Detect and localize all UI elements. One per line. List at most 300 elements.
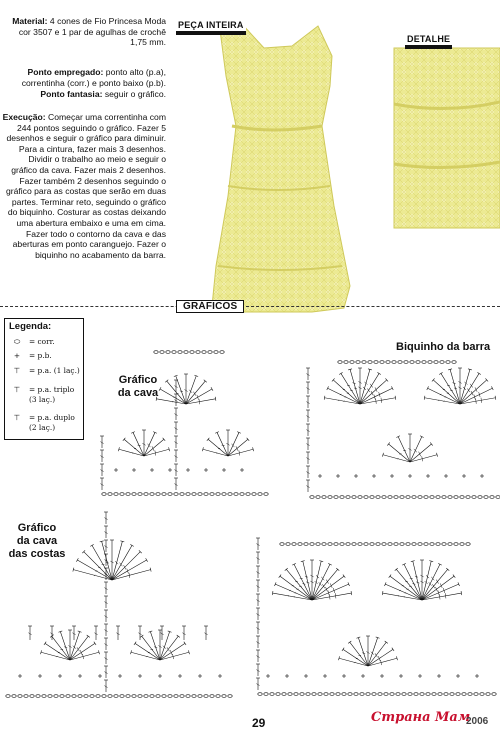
chain-stitch-mark xyxy=(306,693,310,696)
chain-stitch-mark xyxy=(370,496,374,499)
chain-stitch-mark xyxy=(186,493,190,496)
chain-stitch-mark xyxy=(388,543,392,546)
crochet-stitch-mark xyxy=(133,432,144,456)
chain-stitch-mark xyxy=(416,361,420,364)
chain-stitch-mark xyxy=(484,496,488,499)
chain-stitch-mark xyxy=(422,361,426,364)
crochet-stitch-mark xyxy=(410,437,422,462)
stitch-top-bar xyxy=(461,591,462,595)
crochet-stitch-mark xyxy=(312,593,351,600)
stitch-yarnover-bar xyxy=(199,399,200,404)
chain-stitch-mark xyxy=(60,695,64,698)
crochet-stitch-mark xyxy=(360,380,387,404)
chain-stitch-mark xyxy=(96,695,100,698)
stitch-yarnover-bar xyxy=(414,449,417,452)
crochet-stitch-mark xyxy=(176,376,186,404)
chain-stitch-mark xyxy=(202,351,206,354)
chain-stitch-mark xyxy=(282,693,286,696)
chain-stitch-mark xyxy=(132,695,136,698)
chain-stitch-mark xyxy=(178,351,182,354)
stitch-yarnover-bar xyxy=(410,578,413,579)
stitch-yarnover-bar xyxy=(321,577,324,580)
chart-title-biquinho: Biquinho da barra xyxy=(396,341,500,354)
chain-stitch-mark xyxy=(322,496,326,499)
chain-stitch-mark xyxy=(126,695,130,698)
chain-stitch-mark xyxy=(12,695,16,698)
stitch-top-bar xyxy=(279,575,281,578)
divider-line xyxy=(0,306,500,307)
stitch-yarnover-bar xyxy=(147,444,150,447)
chain-stitch-mark xyxy=(132,493,136,496)
chain-stitch-mark xyxy=(144,695,148,698)
chain-stitch-mark xyxy=(424,496,428,499)
chain-stitch-mark xyxy=(292,543,296,546)
chain-stitch-mark xyxy=(354,693,358,696)
stitch-yarnover-bar xyxy=(170,650,172,655)
chain-stitch-mark xyxy=(376,496,380,499)
stitch-top-bar xyxy=(76,558,78,561)
chain-stitch-mark xyxy=(388,496,392,499)
chain-stitch-mark xyxy=(432,693,436,696)
chain-stitch-mark xyxy=(162,493,166,496)
crochet-stitch-mark xyxy=(70,632,80,660)
stitch-yarnover-bar xyxy=(375,387,377,391)
stitch-top-bar xyxy=(130,544,133,546)
chain-stitch-mark xyxy=(450,693,454,696)
stitch-yarnover-bar xyxy=(476,399,477,404)
chain-stitch-mark xyxy=(166,351,170,354)
chain-stitch-mark xyxy=(446,361,450,364)
stitch-yarnover-bar xyxy=(344,401,345,402)
crochet-stitch-mark xyxy=(160,632,170,660)
stitch-yarnover-bar xyxy=(371,391,373,395)
ponto-fantasia-label: Ponto fantasia: xyxy=(40,89,102,99)
chain-stitch-mark xyxy=(350,361,354,364)
stitch-yarnover-bar xyxy=(439,594,440,599)
stitch-yarnover-bar xyxy=(435,587,437,592)
stitch-top-bar xyxy=(424,396,425,400)
crochet-stitch-mark xyxy=(398,437,410,462)
chain-stitch-mark xyxy=(168,493,172,496)
chain-stitch-mark xyxy=(120,493,124,496)
chain-stitch-mark xyxy=(362,361,366,364)
crochet-stitch-mark xyxy=(160,643,185,660)
chain-stitch-mark xyxy=(400,543,404,546)
chain-stitch-mark xyxy=(264,693,268,696)
chain-stitch-mark xyxy=(492,693,496,696)
chain-stitch-mark xyxy=(478,496,482,499)
stitch-top-bar xyxy=(495,396,496,400)
stitch-yarnover-bar xyxy=(152,446,154,450)
stitch-yarnover-bar xyxy=(429,582,432,585)
chain-stitch-mark xyxy=(286,543,290,546)
crochet-stitch-mark xyxy=(186,376,196,404)
stitch-top-bar xyxy=(389,575,391,578)
chain-stitch-mark xyxy=(138,493,142,496)
chain-stitch-mark xyxy=(288,693,292,696)
triple-crochet-icon: ⊤ xyxy=(11,385,23,394)
chain-stitch-mark xyxy=(276,693,280,696)
chain-stitch-mark xyxy=(344,361,348,364)
crochet-stitch-mark xyxy=(460,380,487,404)
chain-stitch-mark xyxy=(214,351,218,354)
chain-stitch-mark xyxy=(216,695,220,698)
stitch-yarnover-bar xyxy=(419,452,421,456)
chain-stitch-mark xyxy=(196,351,200,354)
stitch-yarnover-bar xyxy=(163,646,166,649)
crochet-stitch-mark xyxy=(70,652,99,660)
chain-stitch-mark xyxy=(340,543,344,546)
chain-stitch-mark xyxy=(392,361,396,364)
stitch-yarnover-bar xyxy=(471,391,473,395)
chain-stitch-mark xyxy=(352,496,356,499)
crochet-stitch-mark xyxy=(70,643,95,660)
stitch-yarnover-bar xyxy=(398,595,399,596)
chain-stitch-mark xyxy=(360,693,364,696)
stitch-top-bar xyxy=(324,396,325,400)
chain-stitch-mark xyxy=(334,543,338,546)
plus-single-crochet-icon: + xyxy=(11,351,23,360)
chain-stitch-mark xyxy=(342,693,346,696)
chain-stitch-mark xyxy=(480,693,484,696)
stitch-yarnover-bar xyxy=(403,450,406,451)
stitch-top-bar xyxy=(377,372,380,374)
chain-stitch-mark xyxy=(160,351,164,354)
chain-stitch-mark xyxy=(258,693,262,696)
stitch-yarnover-bar xyxy=(404,596,405,597)
chain-stitch-mark xyxy=(156,493,160,496)
chain-stitch-mark xyxy=(228,493,232,496)
stitch-top-bar xyxy=(342,648,344,651)
chain-stitch-mark xyxy=(406,496,410,499)
crochet-stitch-mark xyxy=(360,369,370,404)
stitch-top-bar xyxy=(343,575,345,578)
chain-stitch-mark xyxy=(316,543,320,546)
chain-stitch-mark xyxy=(108,493,112,496)
stitch-yarnover-bar xyxy=(376,399,377,404)
chain-stitch-mark xyxy=(396,693,400,696)
crochet-stitch-mark xyxy=(368,658,397,666)
chain-stitch-mark xyxy=(366,693,370,696)
crochet-stitch-mark xyxy=(325,398,360,404)
stitch-yarnover-bar xyxy=(319,582,322,585)
stitch-top-bar xyxy=(44,642,46,645)
chain-stitch-mark xyxy=(438,693,442,696)
chain-stitch-mark xyxy=(246,493,250,496)
crochet-stitch-mark xyxy=(186,381,205,404)
chain-stitch-mark xyxy=(444,693,448,696)
chain-stitch-mark xyxy=(324,693,328,696)
crochet-stitch-mark xyxy=(343,649,368,666)
chain-stitch-mark xyxy=(18,695,22,698)
chain-stitch-mark xyxy=(448,543,452,546)
chain-stitch-mark xyxy=(186,695,190,698)
chain-stitch-mark xyxy=(30,695,34,698)
chain-stitch-mark xyxy=(298,543,302,546)
chain-stitch-mark xyxy=(420,693,424,696)
crochet-stitch-mark xyxy=(112,570,151,580)
chain-stitch-mark xyxy=(208,351,212,354)
chain-stitch-mark xyxy=(358,496,362,499)
stitch-top-bar xyxy=(395,396,396,400)
stitch-yarnover-bar xyxy=(294,596,295,597)
dress-photo xyxy=(172,16,392,316)
crochet-stitch-mark xyxy=(360,398,395,404)
stitch-top-bar xyxy=(177,635,180,637)
stitch-yarnover-bar xyxy=(335,593,336,598)
stitch-top-bar xyxy=(134,642,136,645)
stitch-top-bar xyxy=(272,591,273,595)
chain-stitch-mark xyxy=(192,493,196,496)
chain-stitch-mark xyxy=(426,693,430,696)
stitch-yarnover-bar xyxy=(288,595,289,596)
chart-title-costas: Gráfico da cava das costas xyxy=(2,522,72,561)
chain-stitch-mark xyxy=(394,543,398,546)
chain-stitch-mark xyxy=(258,493,262,496)
stitch-yarnover-bar xyxy=(124,565,126,569)
stitch-yarnover-bar xyxy=(444,401,445,402)
chain-stitch-mark xyxy=(300,693,304,696)
chain-stitch-mark xyxy=(180,695,184,698)
chain-stitch-mark xyxy=(368,361,372,364)
crochet-stitch-mark xyxy=(135,643,160,660)
stitch-top-bar xyxy=(146,558,148,561)
chain-stitch-mark xyxy=(374,361,378,364)
chain-stitch-mark xyxy=(430,496,434,499)
chain-stitch-mark xyxy=(48,695,52,698)
stitch-top-bar xyxy=(140,635,143,637)
chain-stitch-mark xyxy=(180,493,184,496)
stitch-yarnover-bar xyxy=(236,446,238,450)
stitch-top-bar xyxy=(351,591,352,595)
chain-stitch-mark xyxy=(198,493,202,496)
stitch-yarnover-bar xyxy=(475,387,477,391)
chain-stitch-mark xyxy=(452,361,456,364)
chain-stitch-mark xyxy=(328,496,332,499)
stitch-top-bar xyxy=(87,635,90,637)
stitch-yarnover-bar xyxy=(222,445,225,446)
crochet-stitch-mark xyxy=(228,432,239,456)
crochet-diagram-costas xyxy=(0,510,250,702)
chain-stitch-mark xyxy=(114,695,118,698)
stitch-yarnover-bar xyxy=(378,656,380,661)
stitch-top-bar xyxy=(184,642,186,645)
chain-stitch-mark xyxy=(318,693,322,696)
chain-stitch-mark xyxy=(204,695,208,698)
chain-stitch-mark xyxy=(190,351,194,354)
chain-stitch-mark xyxy=(378,693,382,696)
stitch-yarnover-bar xyxy=(481,398,482,403)
crochet-stitch-mark xyxy=(144,432,155,456)
chain-stitch-mark xyxy=(144,493,148,496)
stitch-yarnover-bar xyxy=(412,584,415,585)
chain-stitch-mark xyxy=(174,695,178,698)
chain-stitch-mark xyxy=(414,693,418,696)
chain-stitch-mark xyxy=(490,496,494,499)
chain-stitch-mark xyxy=(358,543,362,546)
stitch-yarnover-bar xyxy=(80,650,82,655)
chain-stitch-mark xyxy=(398,361,402,364)
chain-stitch-mark xyxy=(434,361,438,364)
crochet-diagram-cava xyxy=(96,344,276,500)
chain-stitch-mark xyxy=(172,351,176,354)
stitch-top-bar xyxy=(382,591,383,595)
crochet-stitch-mark xyxy=(273,593,312,600)
legend-box: Legenda: ⬭ = corr. + = p.b. ⊤ = p.a. (1 laç.) ⊤ = p.a. triplo (3 laç.) ⊤ = p.a. duplo (2 laç.) xyxy=(4,318,84,440)
crochet-stitch-mark xyxy=(217,432,228,456)
chain-stitch-mark xyxy=(430,543,434,546)
chain-stitch-mark xyxy=(216,493,220,496)
stitch-yarnover-bar xyxy=(338,400,339,401)
stitch-top-bar xyxy=(215,397,216,401)
crochet-stitch-mark xyxy=(52,636,70,660)
chain-stitch-mark xyxy=(154,351,158,354)
section-title: GRÁFICOS xyxy=(176,300,244,313)
chain-stitch-mark xyxy=(442,543,446,546)
crochet-stitch-mark xyxy=(70,636,88,660)
chain-stitch-mark xyxy=(406,543,410,546)
chain-stitch-mark xyxy=(84,695,88,698)
chain-stitch-mark xyxy=(372,693,376,696)
chain-stitch-mark xyxy=(428,361,432,364)
chain-stitch-mark xyxy=(460,543,464,546)
corner-year: 2006 xyxy=(466,716,488,727)
stitch-yarnover-bar xyxy=(431,577,434,580)
chain-stitch-mark xyxy=(348,693,352,696)
stitch-yarnover-bar xyxy=(381,398,382,403)
chain-stitch-mark xyxy=(162,695,166,698)
chain-stitch-mark xyxy=(222,695,226,698)
chain-stitch-mark xyxy=(336,693,340,696)
chain-stitch-mark xyxy=(410,361,414,364)
chain-stitch-mark xyxy=(340,496,344,499)
chain-stitch-mark xyxy=(120,695,124,698)
chain-stitch-mark xyxy=(466,496,470,499)
oval-chain-icon: ⬭ xyxy=(11,337,23,346)
legend-title: Legenda: xyxy=(9,321,51,332)
stitch-yarnover-bar xyxy=(445,593,446,598)
crochet-stitch-mark xyxy=(368,642,386,666)
chain-stitch-mark xyxy=(6,695,10,698)
stitch-top-bar xyxy=(211,387,213,390)
stitch-yarnover-bar xyxy=(73,646,76,649)
stitch-yarnover-bar xyxy=(325,587,327,592)
execucao-label: Execução: xyxy=(3,112,46,122)
chart-title-cava: Gráfico da cava xyxy=(108,374,168,400)
chain-stitch-mark xyxy=(418,543,422,546)
chain-stitch-mark xyxy=(210,695,214,698)
stitch-yarnover-bar xyxy=(302,584,305,585)
chain-stitch-mark xyxy=(204,493,208,496)
chain-stitch-mark xyxy=(310,496,314,499)
crochet-stitch-mark xyxy=(142,636,160,660)
chain-stitch-mark xyxy=(436,496,440,499)
ponto-fantasia-paragraph xyxy=(2,89,166,100)
execucao-text: Começar uma correntinha com 244 pontos seguindo o gráfico. Fazer 5 desenhos e seguir o gráfico para diminuir. Para a cintura, fazer mais 3 desenhos. Dividir o trabalho ao meio e seguir o gráfico da cava. Fazer mais 2 desenhos. Fazer também 2 desenhos seguindo o gráfico para as costas que serão em duas partes. Terminar reto, seguindo o gráfico do biquinho. Costurar as costas deixando uma abertura embaixo e uma em cima. Fazer todo o contorno da cava e das aberturas em ponto caranguejo. Fazer o biquinho no acabamento da barra. xyxy=(6,112,166,260)
chain-stitch-mark xyxy=(382,543,386,546)
chain-stitch-mark xyxy=(90,695,94,698)
chain-stitch-mark xyxy=(192,695,196,698)
stitch-top-bar xyxy=(439,372,442,374)
chain-stitch-mark xyxy=(386,361,390,364)
chain-stitch-mark xyxy=(78,695,82,698)
execucao-paragraph xyxy=(2,112,166,260)
chain-stitch-mark xyxy=(352,543,356,546)
stitch-yarnover-bar xyxy=(330,583,332,588)
chain-stitch-mark xyxy=(156,695,160,698)
stitch-yarnover-bar xyxy=(329,594,330,599)
stitch-yarnover-bar xyxy=(231,444,234,447)
chain-stitch-mark xyxy=(310,543,314,546)
chain-stitch-mark xyxy=(454,496,458,499)
chain-stitch-mark xyxy=(264,493,268,496)
crochet-diagram-biquinho xyxy=(300,352,500,502)
stitch-top-bar xyxy=(94,642,96,645)
chain-stitch-mark xyxy=(418,496,422,499)
chain-stitch-mark xyxy=(220,351,224,354)
crochet-stitch-mark xyxy=(460,369,470,404)
stitch-yarnover-bar xyxy=(371,652,374,655)
chain-stitch-mark xyxy=(168,695,172,698)
chain-stitch-mark xyxy=(150,493,154,496)
stitch-top-bar xyxy=(348,641,351,643)
chain-stitch-mark xyxy=(294,693,298,696)
crochet-stitch-mark xyxy=(45,643,70,660)
chain-stitch-mark xyxy=(460,496,464,499)
crochet-stitch-mark xyxy=(131,652,160,660)
chain-stitch-mark xyxy=(424,543,428,546)
chain-stitch-mark xyxy=(322,543,326,546)
stitch-yarnover-bar xyxy=(172,401,173,402)
crochet-stitch-mark xyxy=(160,652,189,660)
crochet-stitch-mark xyxy=(339,658,368,666)
chain-stitch-mark xyxy=(454,543,458,546)
chain-stitch-mark xyxy=(114,493,118,496)
crochet-stitch-mark xyxy=(433,380,460,404)
stitch-yarnover-bar xyxy=(189,390,192,393)
chain-stitch-mark xyxy=(252,493,256,496)
chain-stitch-mark xyxy=(126,493,130,496)
stitch-yarnover-bar xyxy=(438,400,439,401)
material-text: 4 cones de Fio Princesa Moda cor 3507 e 1 par de agulhas de crochê 1,75 mm. xyxy=(19,16,166,47)
detail-photo xyxy=(392,44,500,234)
chain-stitch-mark xyxy=(174,493,178,496)
chain-stitch-mark xyxy=(270,693,274,696)
chain-stitch-mark xyxy=(356,361,360,364)
ponto-fantasia-text: seguir o gráfico. xyxy=(102,89,166,99)
crochet-stitch-mark xyxy=(350,642,368,666)
ponto-empregado-text: ponto alto (p.a), correntinha (corr.) e ponto baixo (p.b). xyxy=(22,67,166,88)
chain-stitch-mark xyxy=(102,695,106,698)
chain-stitch-mark xyxy=(138,695,142,698)
chain-stitch-mark xyxy=(394,496,398,499)
chain-stitch-mark xyxy=(436,543,440,546)
chain-stitch-mark xyxy=(448,496,452,499)
crochet-stitch-mark xyxy=(425,398,460,404)
ponto-empregado-paragraph xyxy=(2,67,166,88)
chain-stitch-mark xyxy=(382,496,386,499)
stitch-top-bar xyxy=(156,397,157,401)
chain-stitch-mark xyxy=(54,695,58,698)
crochet-stitch-mark xyxy=(160,636,178,660)
chain-stitch-mark xyxy=(346,496,350,499)
chain-stitch-mark xyxy=(66,695,70,698)
ponto-empregado-label: Ponto empregado: xyxy=(27,67,103,77)
chain-stitch-mark xyxy=(400,496,404,499)
chain-stitch-mark xyxy=(404,361,408,364)
stitch-yarnover-bar xyxy=(440,583,442,588)
chain-stitch-mark xyxy=(184,351,188,354)
